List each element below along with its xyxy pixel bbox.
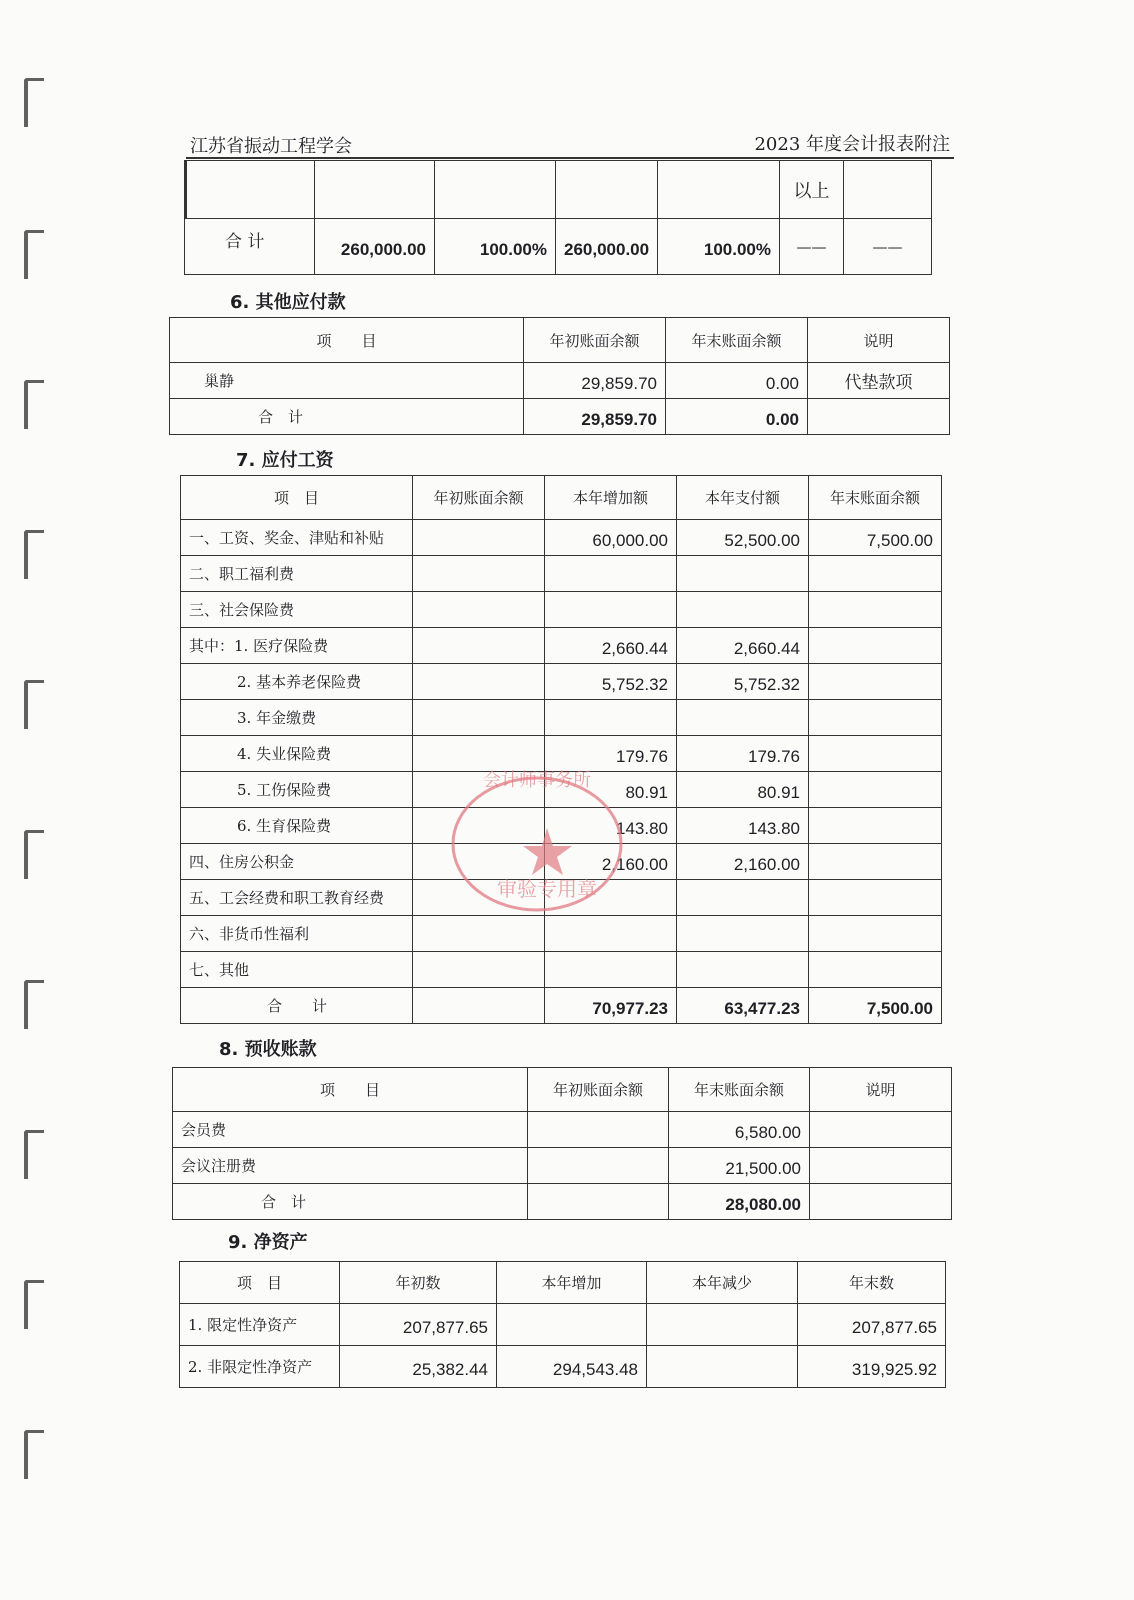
table-cell (809, 808, 942, 844)
row-label: 二、职工福利费 (181, 556, 413, 592)
table-cell (809, 916, 942, 952)
table-cell: 63,477.23 (677, 988, 809, 1024)
table-cell: 143.80 (677, 808, 809, 844)
table-cell (413, 952, 545, 988)
table-cell: 巢静 (170, 363, 524, 399)
seal-arc-text: 会计师事务所 (483, 770, 591, 791)
table-cell: 319,925.92 (798, 1346, 946, 1388)
section-title: 8. 预收账款 (219, 1039, 317, 1060)
row-label: 4. 失业保险费 (181, 736, 413, 772)
section-title: 6. 其他应付款 (230, 292, 346, 313)
table-cell: 0.00 (666, 399, 808, 435)
table-cell: 207,877.65 (340, 1304, 497, 1346)
table-cell: 7,500.00 (809, 520, 942, 556)
table-cell: 294,543.48 (497, 1346, 647, 1388)
row-label: 6. 生育保险费 (181, 808, 413, 844)
table-cell: 80.91 (545, 772, 677, 808)
table-cell: 5,752.32 (677, 664, 809, 700)
table-cell (809, 664, 942, 700)
table-row (181, 556, 942, 592)
table-cell (545, 700, 677, 736)
table-cell (556, 161, 658, 219)
row-label: 四、住房公积金 (181, 844, 413, 880)
row-label: 其中：1. 医疗保险费 (181, 628, 413, 664)
table-cell: 28,080.00 (669, 1184, 810, 1220)
total-label: 合 计 (181, 988, 413, 1024)
table-cell (658, 161, 780, 219)
table-cell (413, 736, 545, 772)
payroll-table (180, 475, 942, 1024)
column-header: 年末账面余额 (809, 476, 942, 520)
table-cell: 21,500.00 (669, 1148, 810, 1184)
section-title: 9. 净资产 (228, 1232, 308, 1253)
table-cell (677, 952, 809, 988)
table-cell: 会员费 (173, 1112, 528, 1148)
table-cell (809, 736, 942, 772)
table-cell: 179.76 (677, 736, 809, 772)
table-cell (413, 628, 545, 664)
table-cell: 2,160.00 (545, 844, 677, 880)
column-header: 年初账面余额 (524, 318, 666, 363)
table-cell (413, 988, 545, 1024)
table-cell (808, 399, 950, 435)
row-label: 3. 年金缴费 (181, 700, 413, 736)
table-cell (497, 1304, 647, 1346)
table-cell (677, 592, 809, 628)
row-label: 三、社会保险费 (181, 592, 413, 628)
table-cell (809, 772, 942, 808)
table-cell (810, 1184, 952, 1220)
column-header: 项 目 (180, 1262, 340, 1304)
table-cell: 80.91 (677, 772, 809, 808)
table-cell (413, 556, 545, 592)
binding-hole (24, 530, 44, 579)
table-cell (810, 1148, 952, 1184)
table-cell (677, 556, 809, 592)
table-cell (315, 161, 435, 219)
table-cell (809, 556, 942, 592)
column-header: 年初账面余额 (413, 476, 545, 520)
column-header: 年末账面余额 (666, 318, 808, 363)
table-cell (413, 520, 545, 556)
row-label: 七、其他 (181, 952, 413, 988)
table-cell: 143.80 (545, 808, 677, 844)
table-cell: 代垫款项 (808, 363, 950, 399)
org-name: 江苏省振动工程学会 (190, 136, 352, 157)
row-label: 5. 工伤保险费 (181, 772, 413, 808)
table-cell: 会议注册费 (173, 1148, 528, 1184)
page-header (190, 130, 950, 156)
table-cell: 60,000.00 (545, 520, 677, 556)
table-cell (677, 916, 809, 952)
column-header: 说明 (810, 1068, 952, 1112)
column-header: 年末数 (798, 1262, 946, 1304)
table-cell (528, 1112, 669, 1148)
table-row (181, 592, 942, 628)
table-cell: 6,580.00 (669, 1112, 810, 1148)
column-header: 年初数 (340, 1262, 497, 1304)
total-label: 合 计 (185, 219, 315, 275)
table-row (181, 520, 942, 556)
column-header: 本年支付额 (677, 476, 809, 520)
row-label: 一、工资、奖金、津贴和补贴 (181, 520, 413, 556)
total-label: 合 计 (170, 399, 524, 435)
table-cell: 2,660.44 (677, 628, 809, 664)
table-cell (413, 916, 545, 952)
table-cell: 207,877.65 (798, 1304, 946, 1346)
binding-hole (24, 830, 44, 879)
table-cell (809, 700, 942, 736)
binding-hole (24, 680, 44, 729)
table-cell (810, 1112, 952, 1148)
table-cell: 2,160.00 (677, 844, 809, 880)
table-row (181, 664, 942, 700)
column-header: 说明 (808, 318, 950, 363)
net-assets-table (179, 1261, 946, 1388)
binding-hole (24, 1280, 44, 1329)
column-header: 本年增加 (497, 1262, 647, 1304)
table-cell: 179.76 (545, 736, 677, 772)
continued-table (184, 160, 932, 275)
table-cell (435, 161, 556, 219)
row-label: 五、工会经费和职工教育经费 (181, 880, 413, 916)
header-rule (186, 157, 954, 159)
table-cell: 260,000.00 (315, 219, 435, 275)
doc-title: 2023 年度会计报表附注 (754, 134, 950, 155)
row-label: 2. 基本养老保险费 (181, 664, 413, 700)
table-row (181, 736, 942, 772)
table-cell: 29,859.70 (524, 363, 666, 399)
table-cell (545, 556, 677, 592)
table-cell (545, 916, 677, 952)
table-row (181, 628, 942, 664)
table-cell: 29,859.70 (524, 399, 666, 435)
table-cell: 以上 (780, 161, 844, 219)
advance-receipts-table (172, 1067, 952, 1220)
table-row (181, 952, 942, 988)
table-cell (647, 1346, 798, 1388)
binding-hole (24, 230, 44, 279)
table-cell (809, 952, 942, 988)
section-title: 7. 应付工资 (236, 450, 334, 471)
binding-hole (24, 980, 44, 1029)
table-cell (185, 161, 315, 219)
table-cell (528, 1184, 669, 1220)
binding-hole (24, 1130, 44, 1179)
table-cell (809, 592, 942, 628)
column-header: 年初账面余额 (528, 1068, 669, 1112)
table-cell: 1. 限定性净资产 (180, 1304, 340, 1346)
column-header: 项 目 (173, 1068, 528, 1112)
table-cell (413, 700, 545, 736)
table-cell (844, 161, 932, 219)
table-cell (545, 592, 677, 628)
table-cell: —— (780, 219, 844, 275)
table-row (181, 916, 942, 952)
table-cell: 7,500.00 (809, 988, 942, 1024)
table-cell: 2,660.44 (545, 628, 677, 664)
table-cell (809, 628, 942, 664)
table-cell: 25,382.44 (340, 1346, 497, 1388)
other-payables-table (169, 317, 950, 435)
table-cell: 0.00 (666, 363, 808, 399)
binding-hole (24, 78, 44, 127)
table-cell (677, 700, 809, 736)
binding-hole (24, 380, 44, 429)
table-cell (647, 1304, 798, 1346)
table-cell (413, 664, 545, 700)
table-cell: 260,000.00 (556, 219, 658, 275)
table-cell: 52,500.00 (677, 520, 809, 556)
table-row (181, 700, 942, 736)
table-cell: 100.00% (658, 219, 780, 275)
table-cell (528, 1148, 669, 1184)
table-cell: —— (844, 219, 932, 275)
column-header: 项 目 (181, 476, 413, 520)
total-label: 合 计 (173, 1184, 528, 1220)
table-cell: 2. 非限定性净资产 (180, 1346, 340, 1388)
column-header: 本年减少 (647, 1262, 798, 1304)
row-label: 六、非货币性福利 (181, 916, 413, 952)
table-cell (809, 880, 942, 916)
seal-text: 审验专用章 (497, 877, 597, 901)
table-cell (809, 844, 942, 880)
column-header: 年末账面余额 (669, 1068, 810, 1112)
column-header: 项 目 (170, 318, 524, 363)
table-cell (413, 592, 545, 628)
audit-seal (445, 768, 625, 918)
table-cell: 100.00% (435, 219, 556, 275)
table-cell: 70,977.23 (545, 988, 677, 1024)
binding-hole (24, 1430, 44, 1479)
column-header: 本年增加额 (545, 476, 677, 520)
table-cell: 5,752.32 (545, 664, 677, 700)
table-cell (545, 952, 677, 988)
table-cell (677, 880, 809, 916)
